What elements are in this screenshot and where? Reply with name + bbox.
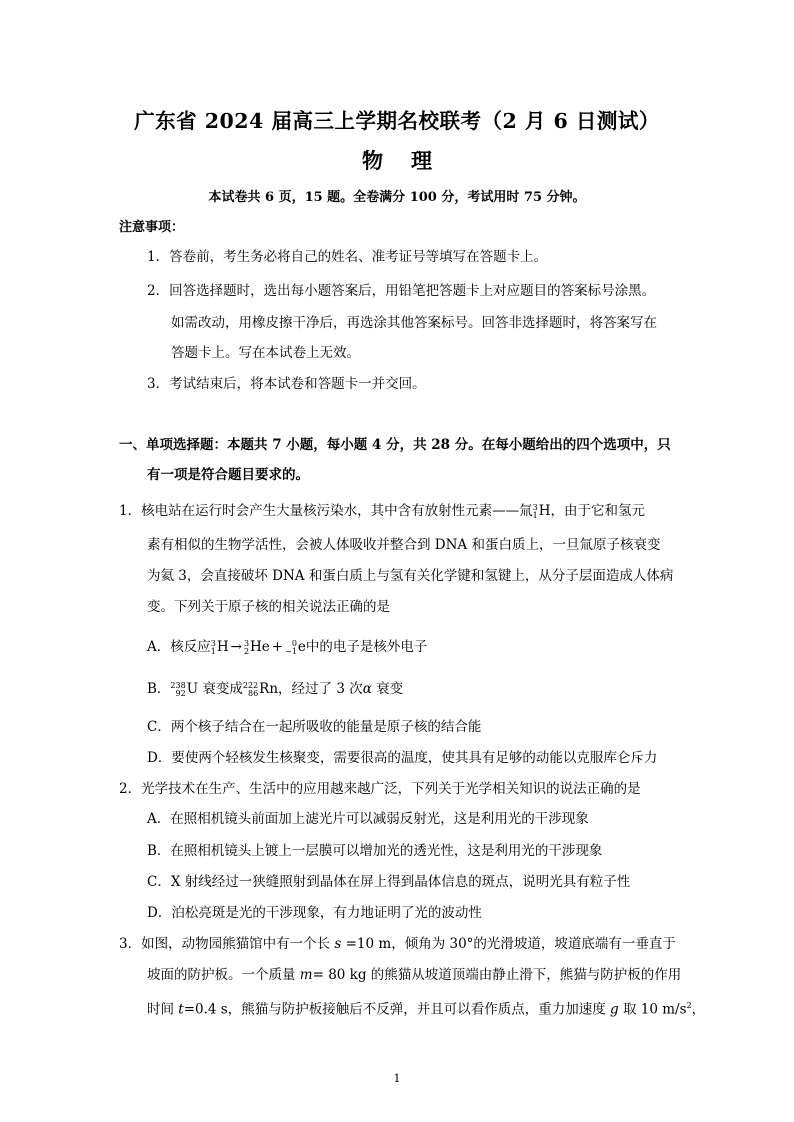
mass-number: 3 <box>532 502 538 512</box>
nuclide-index <box>243 682 258 698</box>
question-2-option-d: D．泊松亮斑是光的干涉现象，有力地证明了光的波动性 <box>147 905 482 921</box>
atomic-number: 1 <box>532 510 538 520</box>
nuclide-symbol: U <box>186 681 199 697</box>
question-1-option-a <box>147 638 427 656</box>
exponent: 2 <box>686 1001 692 1010</box>
atomic-number: 2 <box>243 646 250 656</box>
plus-sign: + <box>271 639 284 655</box>
question-number: 3． <box>119 936 142 952</box>
question-text: ，由于它和氢元 <box>550 503 645 519</box>
alpha-symbol: α <box>362 681 372 697</box>
notice-item-text: 答卷前，考生务必将自己的姓名、准考证号等填写在答题卡上。 <box>169 249 548 265</box>
question-1-line-1 <box>119 502 645 520</box>
question-number: 1． <box>119 503 142 519</box>
nuclide-symbol: H <box>538 503 551 519</box>
notice-item-2 <box>147 282 655 300</box>
question-text: 光学技术在生产、生活中的应用越来越广泛，下列关于光学相关知识的说法正确的是 <box>141 781 641 797</box>
option-text: 衰变成 <box>202 681 243 697</box>
nuclide-index <box>170 682 185 698</box>
mass-number: 222 <box>242 680 259 690</box>
question-2-stem <box>119 780 641 798</box>
nuclide-symbol: Rn <box>259 681 279 697</box>
question-text: 坡面的防护板。一个质量 <box>147 967 300 983</box>
nuclide-symbol: H <box>216 639 229 655</box>
question-2-option-c: C．X 射线经过一狭缝照射到晶体在屏上得到晶体信息的斑点，说明光具有粒子性 <box>147 874 631 890</box>
exam-info: 本试卷共 6 页，15 题。全卷满分 100 分，考试用时 75 分钟。 <box>208 190 586 205</box>
page-number: 1 <box>393 1072 401 1085</box>
option-text: A．核反应 <box>147 639 211 655</box>
option-text: ，经过了 3 次 <box>278 681 363 697</box>
question-1-option-c: C．两个核子结合在一起所吸收的能量是原子核的结合能 <box>147 719 482 735</box>
question-1-line-4: 变。下列关于原子核的相关说法正确的是 <box>147 599 390 615</box>
mass-number: 238 <box>170 680 186 690</box>
question-3-line-1 <box>119 935 676 953</box>
notice-heading: 注意事项： <box>119 220 185 235</box>
question-text: =0.4 s，熊猫与防护板接触后不反弹，并且可以看作质点，重力加速度 <box>183 1001 611 1018</box>
question-2-option-a: A．在照相机镜头前面加上滤光片可以减弱反射光，这是利用光的干涉现象 <box>147 811 589 827</box>
notice-item-text: 考试结束后，将本试卷和答题卡一并交回。 <box>169 376 426 392</box>
notice-item-number: 3． <box>147 376 170 392</box>
exam-title: 广东省 2024 届高三上学期名校联考（2 月 6 日测试） <box>134 109 660 133</box>
variable-m: m <box>299 967 313 983</box>
subject-heading <box>0 145 794 175</box>
reaction-arrow: → <box>230 639 242 655</box>
option-text: 中的电子是核外电子 <box>305 639 428 655</box>
atomic-number: 86 <box>247 688 259 698</box>
variable-s: s <box>334 936 342 952</box>
atomic-number: 92 <box>175 688 186 698</box>
question-3-line-2 <box>147 966 681 984</box>
question-text: 如图，动物园熊猫馆中有一个长 <box>141 936 335 952</box>
question-1-line-3: 为氦 3，会直接破坏 DNA 和蛋白质上与氢有关化学键和氢键上，从分子层面造成人体病 <box>147 568 674 584</box>
question-text: 时间 <box>147 1001 179 1018</box>
notice-item-2-cont: 如需改动，用橡皮擦干净后，再选涂其他答案标号。回答非选择题时，将答案写在 <box>171 315 657 331</box>
section-heading: 一、单项选择题：本题共 7 小题，每小题 4 分，共 28 分。在每小题给出的四个选项中，只 <box>119 437 671 453</box>
option-text: 衰变 <box>376 681 404 697</box>
variable-t: t <box>178 1001 184 1018</box>
mass-number: 0 <box>291 638 297 648</box>
nuclide-index <box>211 640 216 656</box>
question-number: 2． <box>119 781 142 797</box>
question-text: 核电站在运行时会产生大量核污染水，其中含有放射性元素——氚 <box>141 503 533 519</box>
variable-g: g <box>610 1001 619 1018</box>
question-3-line-3 <box>147 997 705 1019</box>
question-text: = 80 kg 的熊猫从坡道顶端由静止滑下，熊猫与防护板的作用 <box>312 967 682 983</box>
notice-item-3 <box>147 375 426 393</box>
mass-number: 3 <box>243 638 250 648</box>
notice-item-number: 2． <box>147 283 170 299</box>
question-text: 取 10 m/s <box>618 1001 687 1018</box>
atomic-number: −1 <box>285 646 297 656</box>
atomic-number: 1 <box>210 646 216 656</box>
notice-item-1 <box>147 248 547 266</box>
mass-number: 3 <box>210 638 216 648</box>
question-2-option-b: B．在照相机镜头上镀上一层膜可以增加光的透光性，这是利用光的干涉现象 <box>147 843 603 859</box>
question-1-option-b <box>147 680 403 698</box>
nuclide-index <box>285 640 297 656</box>
nuclide-symbol: e <box>297 639 306 655</box>
subject-char-1: 物 <box>362 148 383 173</box>
subject-char-2: 理 <box>411 148 432 173</box>
notice-item-2-cont: 答题卡上。写在本试卷上无效。 <box>171 345 360 361</box>
question-text: =10 m，倾角为 30°的光滑坡道，坡道底端有一垂直于 <box>341 936 676 952</box>
question-1-line-2: 素有相似的生物学活性，会被人体吸收并整合到 DNA 和蛋白质上，一旦氚原子核衰变 <box>147 537 661 553</box>
nuclide-index <box>244 640 249 656</box>
section-heading-cont: 有一项是符合题目要求的。 <box>147 467 309 483</box>
question-1-option-d: D．要使两个轻核发生核聚变，需要很高的温度，使其具有足够的动能以克服库仑斥力 <box>147 750 658 766</box>
nuclide-index <box>533 504 538 520</box>
notice-item-text: 回答选择题时，选出每小题答案后，用铅笔把答题卡上对应题目的答案标号涂黑。 <box>169 283 656 299</box>
question-text: ， <box>691 1001 706 1018</box>
notice-item-number: 1． <box>147 249 170 265</box>
nuclide-symbol: He <box>250 639 270 655</box>
option-text: B． <box>147 681 171 697</box>
